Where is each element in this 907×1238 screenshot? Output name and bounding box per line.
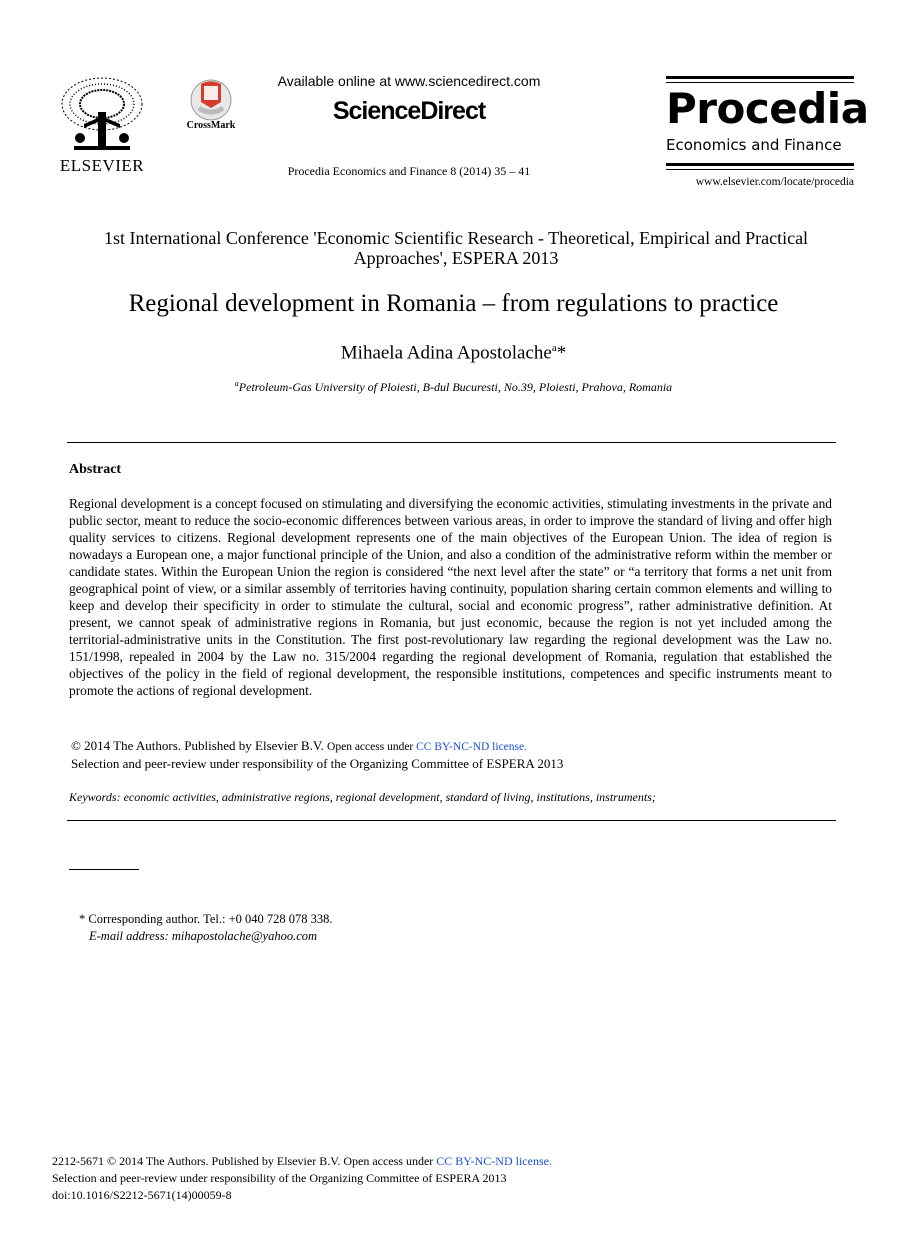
copyright-text: © 2014 The Authors. Published by Elsevier B.V. [71, 738, 328, 753]
procedia-title: Procedia [666, 84, 869, 133]
abstract-bottom-rule [67, 820, 836, 821]
corresponding-author-note: * Corresponding author. Tel.: +0 040 728 078 338. [79, 912, 333, 926]
footer-issn-text: 2212-5671 © 2014 The Authors. Published by Elsevier B.V. Open access under [52, 1154, 437, 1168]
footer-doi[interactable]: doi:10.1016/S2212-5671(14)00059-8 [52, 1188, 232, 1202]
footnote-rule [69, 869, 139, 870]
affiliation-text: Petroleum-Gas University of Ploiesti, B-dul Bucuresti, No.39, Ploiesti, Prahova, Romania [238, 380, 673, 394]
abstract-top-rule [67, 442, 836, 443]
procedia-url-link[interactable]: www.elsevier.com/locate/procedia [695, 176, 854, 188]
keywords-line [69, 790, 656, 805]
affiliation-line [40, 379, 867, 395]
procedia-bottom-rule-thin [666, 169, 854, 170]
elsevier-wordmark: ELSEVIER [59, 156, 145, 175]
footer-issn-line [52, 1154, 552, 1169]
author-line [40, 342, 867, 364]
email-label: E-mail address: [89, 929, 169, 943]
journal-reference: Procedia Economics and Finance 8 (2014) 35 – 41 [287, 164, 531, 178]
footer-license-link[interactable]: CC BY-NC-ND license. [436, 1154, 552, 1168]
email-address[interactable]: mihapostolache@yahoo.com [168, 929, 318, 943]
email-note [89, 929, 317, 944]
open-access-text: Open access under [327, 741, 417, 753]
available-online-text: Available online at www.sciencedirect.com [277, 73, 541, 89]
keywords-text: economic activities, administrative regions, regional development, standard of living, institutions, instruments; [120, 790, 656, 804]
conference-name: 1st International Conference 'Economic Scientific Research - Theoretical, Empirical and Practical Approaches', ESPERA 2013 [103, 228, 809, 268]
procedia-top-rule-thin [666, 82, 854, 83]
procedia-bottom-rule [666, 163, 854, 166]
copyright-line [71, 738, 527, 754]
paper-title: Regional development in Romania – from regulations to practice [128, 290, 779, 317]
affiliation-mark: a [234, 379, 239, 388]
abstract-body: Regional development is a concept focused on stimulating and diversifying the economic activities, stimulating investments in the private and public sector, meant to reduce the socio-economic differences between various areas, in order to improve the standard of living and offer high quality services to citizens. Regional development represents one of the main objectives of the European Union. The idea of region is nowadays a European one, a major functional principle of the Union, and also a condition of the administrative reform within the member or candidate states. Within the European Union the region is considered “the next level after the state” or “a territory that forms a net unit from geographical point of view, or a similar assembly of territories having continuity, population sharing certain common elements and willing to keep and develop their specificity in order to stimulate the cultural, social and economic progress”, rather administrative definition. At present, we cannot speak of administrative regions in Romania, but just economic, because the region is not yet included among the territorial-administrative units in the Constitution. The first post-revolutionary law regarding the regional development was the Law no. 151/1998, repealed in 2004 by the Law no. 315/2004 regarding the regional development of Romania, regulation that established the objectives of the policy in the field of regional development, the responsible institutions, competences and specific instruments meant to promote the actions of regional development. [69, 496, 832, 698]
procedia-top-rule [666, 76, 854, 79]
keywords-label: Keywords: [69, 790, 121, 804]
license-link[interactable]: CC BY-NC-ND license. [416, 741, 527, 753]
corresponding-mark: * [556, 342, 567, 364]
footer-peer-review: Selection and peer-review under responsibility of the Organizing Committee of ESPERA 2013 [52, 1171, 507, 1185]
sciencedirect-wordmark: ScienceDirect [332, 97, 486, 125]
author-affiliation-mark: a [551, 342, 557, 354]
peer-review-line: Selection and peer-review under responsibility of the Organizing Committee of ESPERA 2013 [71, 756, 564, 771]
procedia-subtitle: Economics and Finance [666, 136, 842, 154]
author-name: Mihaela Adina Apostolache [340, 342, 552, 364]
abstract-heading: Abstract [69, 462, 122, 477]
crossmark-label: CrossMark [186, 120, 236, 131]
